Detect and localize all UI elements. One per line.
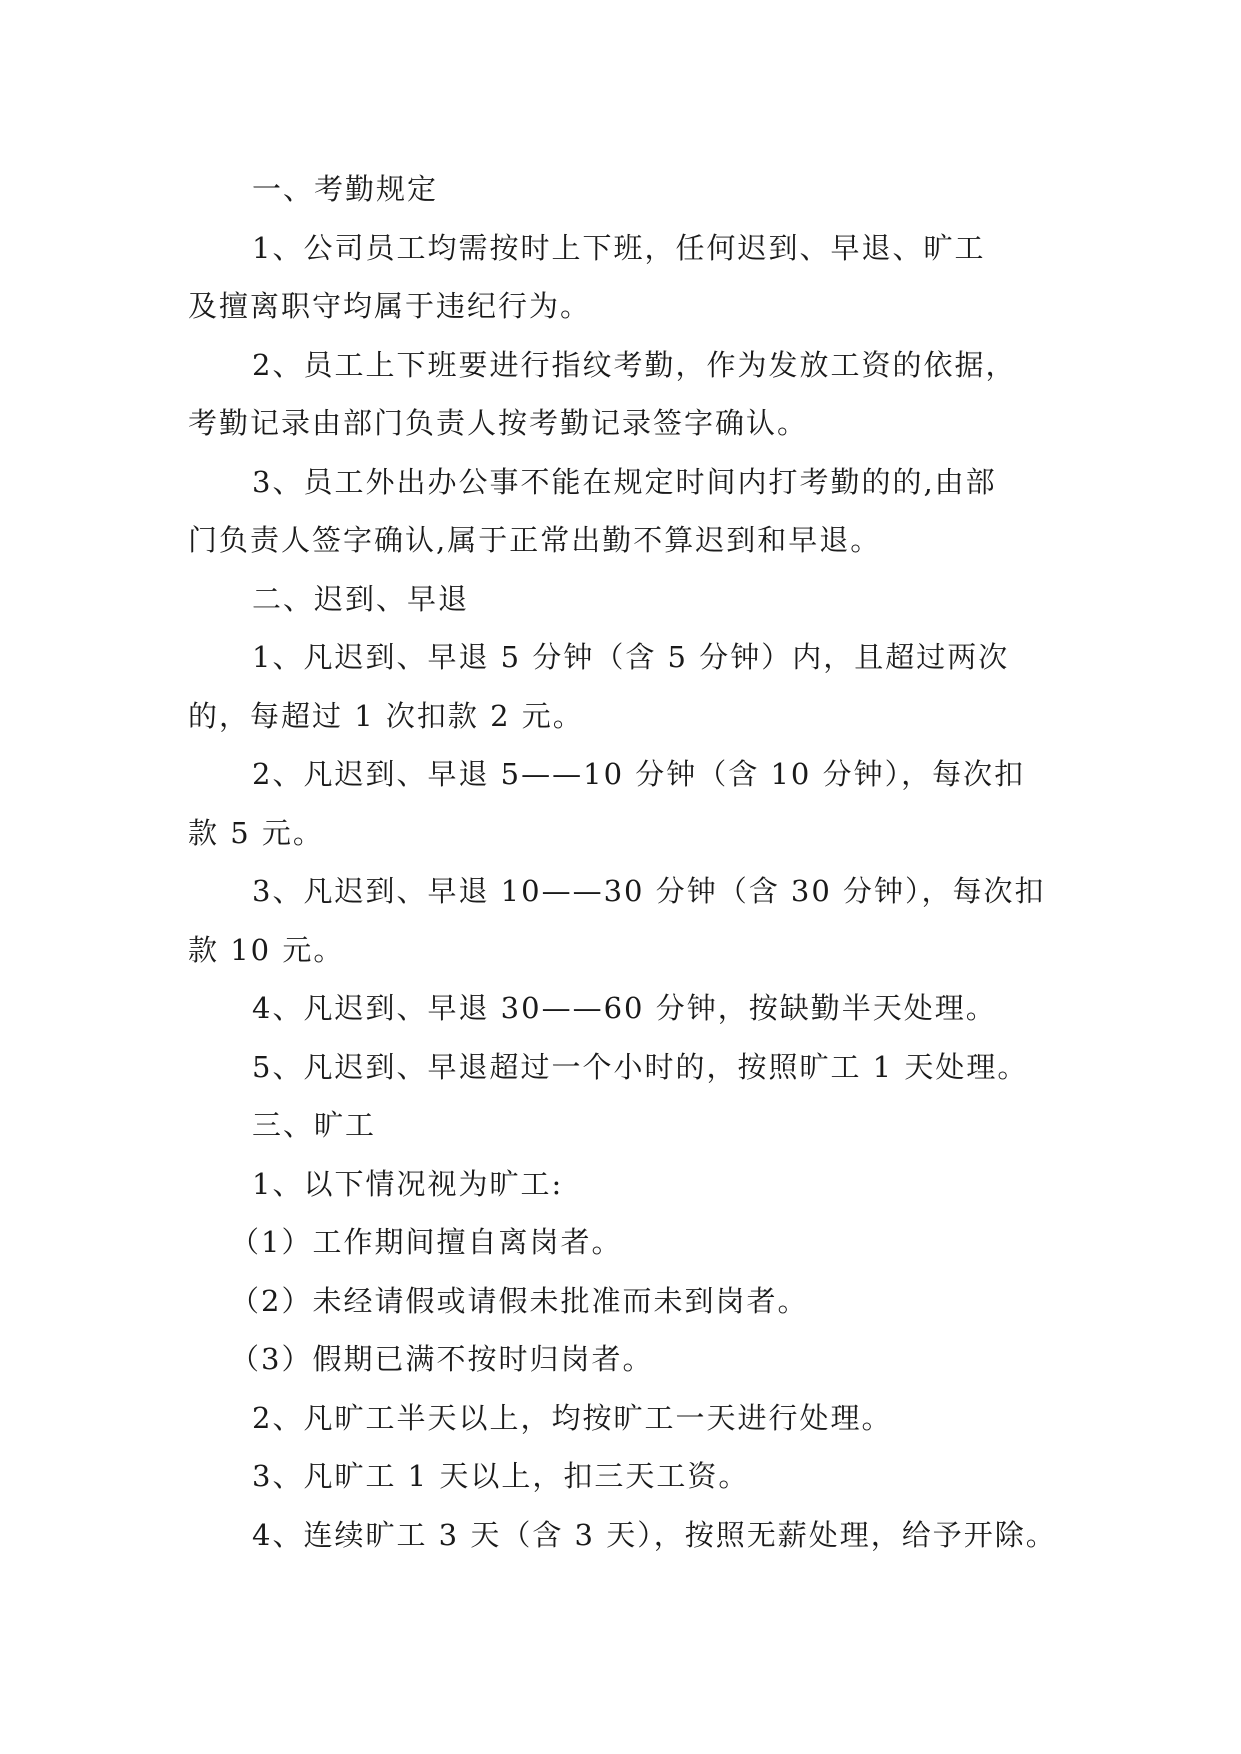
absent-rule-3: 3、凡旷工 1 天以上，扣三天工资。 bbox=[252, 1459, 750, 1493]
absent-sub-3: （3）假期已满不按时归岗者。 bbox=[230, 1342, 654, 1376]
rule-2-line-1: 2、员工上下班要进行指纹考勤，作为发放工资的依据， bbox=[252, 347, 1017, 382]
section-heading-absenteeism: 三、旷工 bbox=[252, 1108, 377, 1142]
absent-rule-4: 4、连续旷工 3 天（含 3 天），按照无薪处理，给予开除。 bbox=[252, 1517, 1057, 1552]
late-rule-5: 5、凡迟到、早退超过一个小时的，按照旷工 1 天处理。 bbox=[252, 1049, 1029, 1084]
section-heading-late-early: 二、迟到、早退 bbox=[252, 581, 470, 616]
rule-3-line-2: 门负责人签字确认,属于正常出勤不算迟到和早退。 bbox=[188, 523, 882, 557]
late-rule-1-line-1: 1、凡迟到、早退 5 分钟（含 5 分钟）内，且超过两次 bbox=[252, 640, 1010, 674]
rule-3-line-1: 3、员工外出办公事不能在规定时间内打考勤的的,由部 bbox=[252, 464, 997, 499]
section-heading-attendance-rules: 一、考勤规定 bbox=[252, 172, 439, 206]
late-rule-1-line-2: 的，每超过 1 次扣款 2 元。 bbox=[188, 698, 584, 733]
late-rule-2-line-2: 款 5 元。 bbox=[188, 815, 324, 850]
absent-sub-2: （2）未经请假或请假未批准而未到岗者。 bbox=[230, 1283, 809, 1318]
late-rule-2-line-1: 2、凡迟到、早退 5——10 分钟（含 10 分钟），每次扣 bbox=[252, 757, 1026, 791]
rule-2-line-2: 考勤记录由部门负责人按考勤记录签字确认。 bbox=[188, 406, 809, 440]
rule-1-line-1: 1、公司员工均需按时上下班，任何迟到、早退、旷工 bbox=[252, 230, 986, 265]
late-rule-4: 4、凡迟到、早退 30——60 分钟，按缺勤半天处理。 bbox=[252, 991, 997, 1025]
document-body bbox=[188, 160, 1068, 1564]
absent-sub-1: （1）工作期间擅自离岗者。 bbox=[230, 1225, 623, 1259]
late-rule-3-line-2: 款 10 元。 bbox=[188, 932, 345, 967]
absent-rule-1: 1、以下情况视为旷工: bbox=[252, 1166, 564, 1201]
late-rule-3-line-1: 3、凡迟到、早退 10——30 分钟（含 30 分钟），每次扣 bbox=[252, 874, 1046, 908]
absent-rule-2: 2、凡旷工半天以上，均按旷工一天进行处理。 bbox=[252, 1400, 893, 1435]
rule-1-line-2: 及擅离职守均属于违纪行为。 bbox=[188, 289, 592, 323]
